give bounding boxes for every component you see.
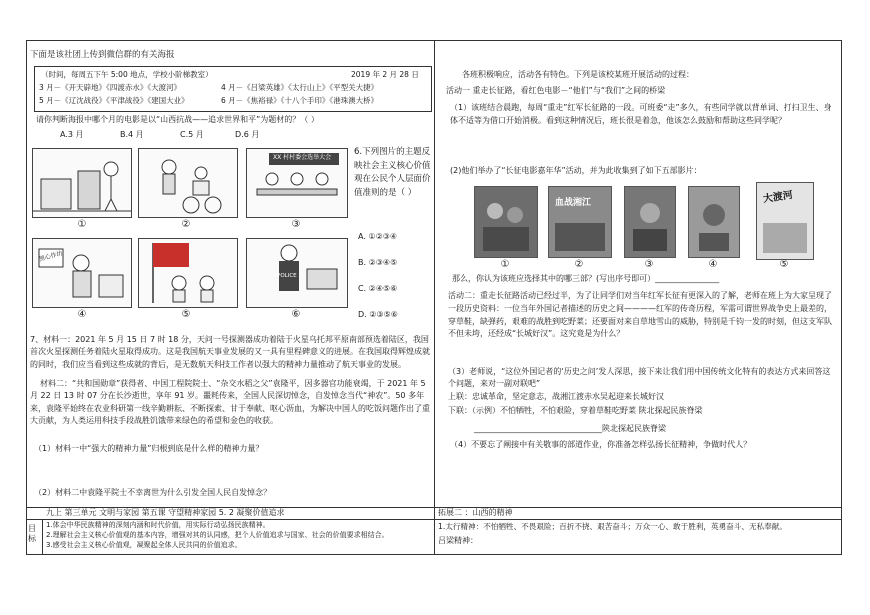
picture-3-illustration [246, 148, 348, 218]
picture-4-sign: 黑心作坊 [38, 250, 64, 264]
question-5-stem: 请你判断海报中哪个月的电影是以“山西抗战——追求世界和平”为题材的？（ ） [36, 115, 319, 124]
schedule-row-2-left: 5 月－《辽沈战役》《平津战役》《建国大业》 [39, 96, 189, 105]
extension-title: 拓展二 ：山西的精神 [438, 508, 513, 517]
footer-right-title-rule [434, 519, 842, 520]
q7-material-2: 材料二：“共和国勋章”获得者、中国工程院院士、“杂交水稻之父”袁隆平，因多器官功能衰竭，于 2021 年 5 月 22 日 13 时 07 分在长沙逝世，享年 91 岁。噩耗传来，全国人民深切悼念，自发悼念当代“神农”。50 多年来，袁隆平始终在农业科研第一线辛勤耕耘、不断探索、甘于奉献、呕心沥血，为解决中国人的吃饭问题作出了重大贡献，为人类运用科技手段战胜饥饿带来绿色的希望和金色的收获。 [30, 379, 430, 426]
film-poster-3 [624, 186, 676, 258]
couplet-upper: 上联：忠诚革命，坚定意志，战湘江渡赤水吴起迎来长城好汉 [448, 392, 664, 401]
lvliang-spirit: 吕梁精神： [438, 536, 478, 545]
q5-option-c: C.5 月 [180, 130, 204, 139]
picture-1-number: ① [77, 219, 87, 230]
q7-sub-question-2: （2）材料二中袁隆平院士不幸离世为什么引发全国人民自发悼念？ [34, 488, 272, 497]
activity-1-question-1: （1）该班结合晨跑，每周“重走”红军长征路的一段。可班委“走”多久，有些同学就以背单词、打扫卫生、身体不适等为借口开始消极。看到这种情况后，班长很是着急，他该怎么鼓励和帮助这些同学呢？ [450, 103, 832, 125]
activity-2-question-4: （4）不要忘了阐接中有关敬事的部道作业，你准备怎样弘扬长征精神，争做时代人？ [450, 440, 752, 449]
film-poster-1 [474, 186, 538, 258]
footer-left-label-rule [42, 519, 43, 555]
schedule-date: 2019 年 2 月 28 日 [351, 70, 419, 79]
film-3-number: ③ [644, 259, 654, 270]
film-2-number: ② [574, 259, 584, 270]
goal-1: 1.体会中华民族精神的深刻内涵和时代价值，用实际行动弘扬民族精神。 [46, 521, 270, 529]
q7-material-1: 7、材料一：2021 年 5 月 15 日 7 时 18 分，天问一号探测器成功着陆于火星乌托邦平原南部预选着陆区，我国首次火星探测任务着陆火星取得成功。这是我国航天事业发展的又一具有里程碑意义的进展。在我国取得辉煌成就的同时，我们应当看到这些成就的背后，是无数航天科技工作者以强大的精神力量推动了航天事业的发展。 [30, 335, 430, 369]
picture-6-illustration [246, 238, 348, 308]
schedule-row-1-left: 3 月－《开天辟地》《四渡赤水》《大渡河》 [39, 83, 182, 92]
picture-3-number: ③ [291, 219, 301, 230]
film-5-number: ⑤ [779, 259, 789, 270]
schedule-time: （时间，每周五下午 5:00 地点，学校小阶梯教室） [41, 70, 213, 79]
question-6-stem: 6.下列图片的主题反映社会主义核心价值观在公民个人层面价值准则的是（ ） [354, 147, 431, 198]
q5-option-a: A.3 月 [60, 130, 84, 139]
film-poster-2 [548, 186, 612, 258]
couplet-answer-line[interactable]: ________________________________陕北探起民族脊梁 [474, 424, 666, 433]
picture-6-number: ⑥ [291, 309, 301, 320]
q6-option-b: B. ②③④⑤ [358, 258, 398, 267]
schedule-row-2-right: 6 月－《焦裕禄》《十八个手印》《港珠澳大桥》 [221, 96, 379, 105]
taihang-spirit: 1.太行精神：不怕牺牲、不畏艰险；百折不挠、艰苦奋斗；万众一心、敢于胜利，英勇奋斗、无私奉献。 [438, 522, 787, 531]
q5-option-d: D.6 月 [235, 130, 260, 139]
goal-3: 3.感受社会主义核心价值观，凝聚起全体人民共同的价值追求。 [46, 541, 242, 549]
activity-2-text: 活动二：重走长征路活动已经过半，为了让同学们对当年红军长征有更深入的了解，老师在班上为大家呈现了一段历史资料：一位当年外国记者描述的历史之间————红军的传奇历程，军需可谓世界战争史上最差的，穿草鞋，缺弹药，艰难的战胜到吃野菜；还要面对来自草地雪山的威胁，特别是千钧一发的时刻，但这支军队不但未垮，还经成“长城好汉”。这究竟是为什么？ [448, 291, 832, 339]
goals-label: 目标 [28, 524, 36, 543]
film-poster-4 [688, 186, 740, 258]
q6-option-c: C. ②④⑤⑥ [358, 284, 398, 293]
schedule-row-1-right: 4 月－《吕梁英雄》《太行山上》《平型关大捷》 [221, 83, 379, 92]
picture-6-police-label: POLICE [277, 273, 297, 279]
picture-2-illustration [138, 148, 238, 218]
activity-1-question-2: (2)他们举办了“长征电影嘉年华”活动，并为此收集到了如下五部影片： [450, 166, 702, 175]
poster-intro: 下面是该社团上传到微信群的有关海报 [30, 50, 175, 60]
footer-left-title-rule [26, 519, 434, 520]
film-poster-2-title: 血战湘江 [555, 198, 592, 208]
goal-2: 2.理解社会主义核心价值观的基本内容，增强对其的认同感，把个人价值追求与国家、社会的价值要求相结合。 [46, 531, 389, 539]
film-1-number: ① [500, 259, 510, 270]
picture-5-illustration [138, 238, 238, 308]
picture-4-number: ④ [77, 309, 87, 320]
film-4-number: ④ [708, 259, 718, 270]
lesson-title: 九上 第三单元 文明与家园 第五课 守望精神家园 5. 2 凝聚价值追求 [46, 508, 285, 517]
q6-option-d: D. ②③⑤⑥ [358, 310, 398, 319]
activity-2-question-3: （3）老师说，“这位外国记者的‘历史之问’发人深思，接下来让我们用中国传统文化特有的表达方式来回答这个问题，来对一副对联吧” [448, 367, 831, 389]
picture-1-illustration [32, 148, 132, 218]
picture-2-number: ② [181, 219, 191, 230]
film-poster-5-title: 大渡河 [762, 189, 794, 206]
column-divider [434, 40, 435, 555]
picture-4-illustration [32, 238, 132, 308]
picture-5-number: ⑤ [181, 309, 191, 320]
picture-3-banner: XX 村村委会选举大会 [273, 154, 332, 161]
activity-intro: 各班积极响应，活动各有特色。下列是该校某班开展活动的过程： [462, 70, 694, 79]
film-schedule-poster [34, 66, 432, 112]
q5-option-b: B.4 月 [120, 130, 144, 139]
q7-sub-question-1: （1）材料一中“强大的精神力量”归根到底是什么样的精神力量？ [34, 444, 264, 453]
activity-1-question-2-ask: 那么，你认为该班应选择其中的哪三部？(写出序号即可）________________ [452, 274, 720, 283]
activity-1-title: 活动一 重走长征路，看红色电影－“他们”与“我们”之间的桥梁 [446, 86, 666, 95]
q6-option-a: A. ①②③④ [358, 232, 398, 241]
couplet-lower-example: 下联：（示例）不怕牺牲，不怕艰险，穿着草鞋吃野菜 陕北探起民族脊梁 [448, 406, 703, 415]
film-poster-5 [756, 182, 814, 260]
